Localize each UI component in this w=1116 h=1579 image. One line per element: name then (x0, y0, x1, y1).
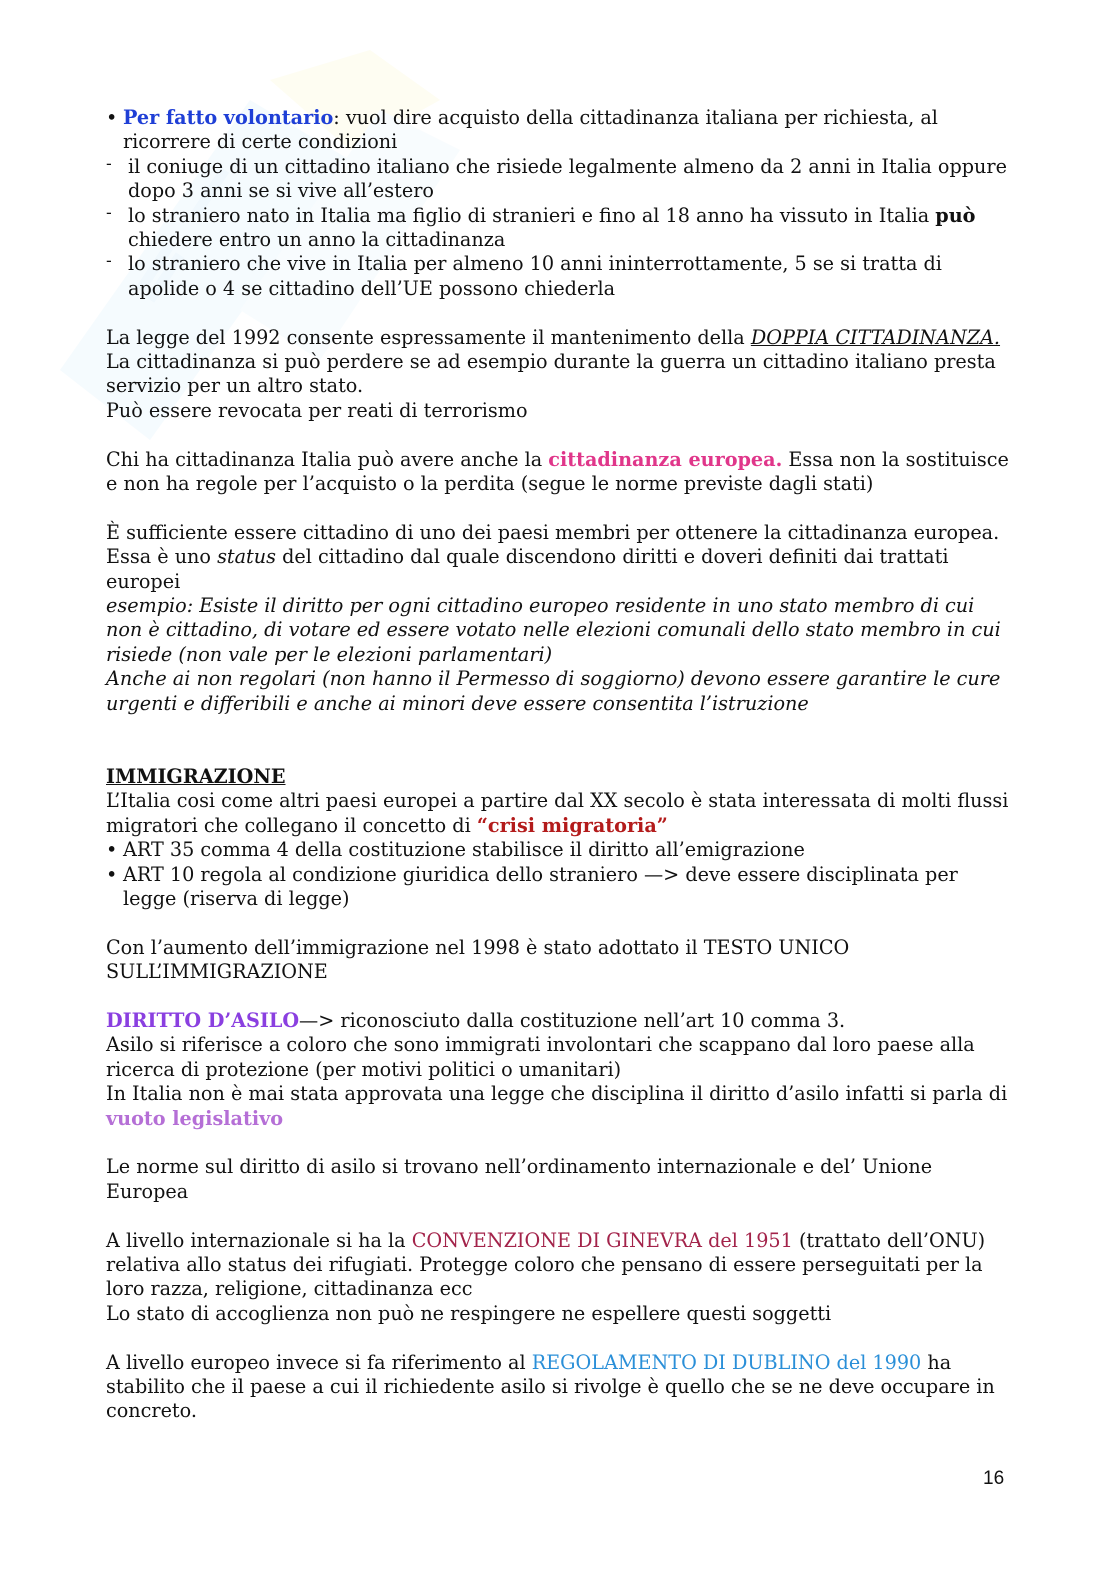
bullet: • (106, 862, 118, 886)
highlight-term: CONVENZIONE DI GINEVRA del 1951 (411, 1228, 793, 1252)
italic-term: status (217, 545, 276, 569)
paragraph (106, 326, 1016, 350)
list-item (106, 863, 1016, 912)
body-text (106, 106, 1016, 1424)
highlight-term: “crisi migratoria” (476, 813, 668, 837)
bullet: • (106, 838, 118, 862)
highlight-term: REGOLAMENTO DI DUBLINO del 1990 (531, 1350, 922, 1374)
dash: - (106, 202, 112, 223)
text: A livello internazionale si ha la (106, 1228, 412, 1252)
paragraph (106, 1082, 1016, 1131)
list-item (106, 204, 1016, 253)
text: chiedere entro un anno la cittadinanza (128, 228, 506, 252)
dash: - (106, 251, 112, 272)
paragraph (106, 521, 1016, 594)
page-number: 16 (983, 1468, 1005, 1489)
text: L’Italia cosi come altri paesi europei a partire dal XX secolo è stata interessata di molti flussi migratori che collegano il concetto di (106, 789, 1009, 837)
text: ART 10 regola al condizione giuridica dello straniero —> deve essere disciplinata per legge (riserva di legge) (123, 862, 958, 910)
list-item (106, 106, 1016, 155)
list-item (106, 252, 1016, 301)
note-paragraph: Anche ai non regolari (non hanno il Permesso di soggiorno) devono essere garantire le cure urgenti e differibili e anche ai minori deve essere consentita l’istruzione (106, 667, 1001, 715)
paragraph (106, 789, 1016, 838)
text: A livello europeo invece si fa riferimento al (106, 1350, 532, 1374)
underlined-term: DOPPIA CITTADINANZA. (750, 325, 1001, 349)
text: —> riconosciuto dalla costituzione nell’art 10 comma 3. (299, 1008, 846, 1032)
text: (trattato dell’ONU) relativa allo status dei rifugiati. Protegge coloro che pensano di essere perseguitati per la loro razza, religione, cittadinanza ecc (106, 1228, 986, 1301)
paragraph (106, 1009, 1016, 1033)
highlight-term: vuoto legislativo (106, 1106, 284, 1130)
paragraph: Può essere revocata per reati di terrorismo (106, 398, 528, 422)
example-paragraph: esempio: Esiste il diritto per ogni cittadino europeo residente in uno stato membro di cui non è cittadino, di votare ed essere votato nelle elezioni comunali dello stato membro in cui risiede (non vale per le elezioni parlamentari) (106, 594, 1001, 666)
section-heading: IMMIGRAZIONE (106, 764, 286, 788)
text: In Italia non è mai stata approvata una legge che disciplina il diritto d’asilo infatti si parla di (106, 1082, 1008, 1106)
dash: - (106, 153, 112, 174)
paragraph (106, 448, 1016, 497)
list-item (106, 155, 1016, 204)
list-item (106, 838, 1016, 862)
highlight-term: DIRITTO D’ASILO (106, 1008, 300, 1032)
text: : vuol dire acquisto della cittadinanza italiana per richiesta, al ricorrere di certe condizioni (123, 106, 938, 154)
highlight-term: Per fatto volontario (123, 106, 334, 129)
highlight-term: cittadinanza europea. (548, 447, 783, 471)
text: Chi ha cittadinanza Italia può avere anche la (106, 447, 549, 471)
paragraph: Le norme sul diritto di asilo si trovano nell’ordinamento internazionale e del’ Unione Europea (106, 1155, 933, 1203)
text: ha stabilito che il paese a cui il richiedente asilo si rivolge è quello che se ne deve occupare in concreto. (106, 1350, 995, 1423)
text: È sufficiente essere cittadino di uno dei paesi membri per ottenere la cittadinanza europea. Essa è uno (106, 520, 1000, 569)
text: lo straniero nato in Italia ma figlio di stranieri e fino al 18 anno ha vissuto in Italia (128, 203, 936, 227)
paragraph: Lo stato di accoglienza non può ne respingere ne espellere questi soggetti (106, 1301, 832, 1325)
paragraph (106, 1229, 1016, 1302)
text: lo straniero che vive in Italia per almeno 10 anni ininterrottamente, 5 se si tratta di apolide o 4 se cittadino dell’UE possono chiederla (128, 252, 942, 300)
paragraph: La cittadinanza si può perdere se ad esempio durante la guerra un cittadino italiano presta servizio per un altro stato. (106, 350, 996, 398)
text: ART 35 comma 4 della costituzione stabilisce il diritto all’emigrazione (123, 838, 805, 862)
paragraph: Asilo si riferisce a coloro che sono immigrati involontari che scappano dal loro paese alla ricerca di protezione (per motivi politici o umanitari) (106, 1033, 975, 1081)
text: del cittadino dal quale discendono diritti e doveri definiti dai trattati europei (106, 545, 949, 593)
paragraph (106, 1351, 1016, 1424)
paragraph: Con l’aumento dell’immigrazione nel 1998 è stato adottato il TESTO UNICO SULL’IMMIGRAZIONE (106, 935, 850, 984)
text: La legge del 1992 consente espressamente il mantenimento della (106, 325, 751, 349)
text: Essa non la sostituisce e non ha regole per l’acquisto o la perdita (segue le norme previste dagli stati) (106, 447, 1009, 496)
text: il coniuge di un cittadino italiano che risiede legalmente almeno da 2 anni in Italia oppure dopo 3 anni se si vive all’estero (128, 154, 1007, 203)
bullet: • (106, 106, 118, 129)
bold-text: può (935, 203, 976, 227)
